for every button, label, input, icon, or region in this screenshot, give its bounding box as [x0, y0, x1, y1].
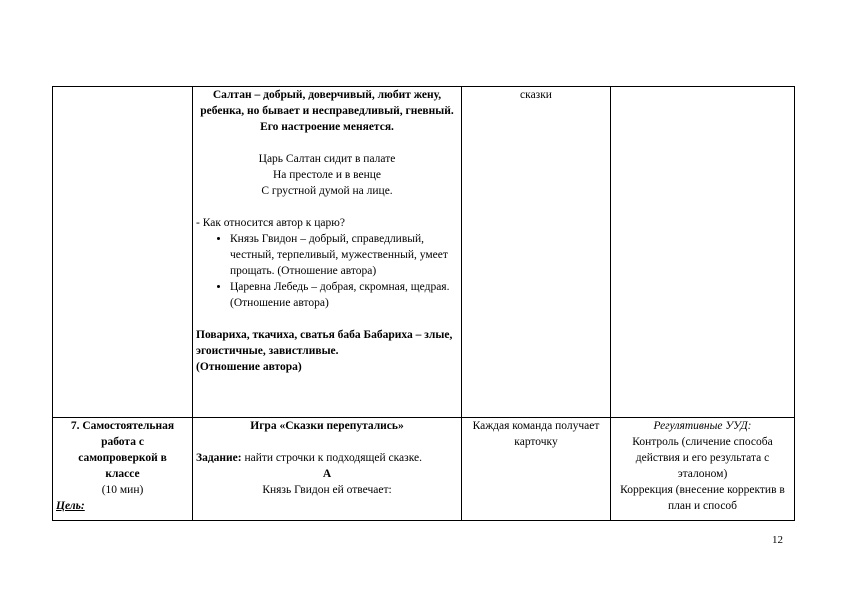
- stage-title-line: классе: [105, 468, 140, 480]
- control-text: Контроль (сличение способа действия и его результата с эталоном): [632, 436, 773, 480]
- uud-title: Регулятивные УУД:: [653, 420, 752, 432]
- saltan-description: Салтан – добрый, доверчивый, любит жену, ребенка, но бывает и несправедливый, гневный. Его настроение меняется.: [200, 89, 454, 133]
- villains-note: (Отношение автора): [196, 361, 302, 373]
- uud-cell: [611, 87, 795, 418]
- card-letter: А: [322, 468, 332, 480]
- stage-title-line: 7. Самостоятельная: [70, 420, 175, 432]
- poem-line: Царь Салтан сидит в палате: [258, 153, 396, 165]
- table-row: [53, 418, 795, 521]
- uud-cell: [611, 418, 795, 521]
- stage-time: (10 мин): [101, 484, 144, 496]
- activity-text: Каждая команда получает карточку: [472, 420, 600, 448]
- list-item: • Князь Гвидон – добрый, справедливый, честный, терпеливый, мужественный, умеет прощать. (Отношение автора): [230, 231, 458, 279]
- poem-line: С грустной думой на лице.: [261, 185, 393, 197]
- activity-cell: [462, 87, 611, 418]
- character-list: [196, 231, 458, 311]
- stage-cell: [53, 418, 193, 521]
- activity-text: сказки: [520, 89, 552, 101]
- villains-description: Повариха, ткачиха, сватья баба Бабариха – злые, эгоистичные, завистливые.: [196, 329, 453, 357]
- game-title: Игра «Сказки перепутались»: [250, 420, 404, 432]
- author-question: - Как относится автор к царю?: [196, 217, 345, 229]
- stage-title-line: работа с: [101, 436, 144, 448]
- content-cell: [193, 87, 462, 418]
- content-cell: [193, 418, 462, 521]
- activity-cell: [462, 418, 611, 521]
- correction-text: Коррекция (внесение корректив в план и способ: [620, 484, 785, 512]
- stage-cell: [53, 87, 193, 418]
- poem-line: На престоле и в венце: [272, 169, 382, 181]
- lesson-plan-table: [52, 86, 795, 521]
- goal-label: Цель:: [56, 500, 85, 512]
- page-number: 12: [772, 534, 783, 546]
- task-label: Задание:: [196, 452, 242, 464]
- poem-line: Князь Гвидон ей отвечает:: [262, 484, 392, 496]
- stage-title-line: самопроверкой в: [78, 452, 167, 464]
- task-paragraph: [196, 450, 458, 466]
- task-text: найти строчки к подходящей сказке.: [241, 452, 422, 464]
- list-item: • Царевна Лебедь – добрая, скромная, щедрая. (Отношение автора): [230, 279, 458, 311]
- table-row: [53, 87, 795, 418]
